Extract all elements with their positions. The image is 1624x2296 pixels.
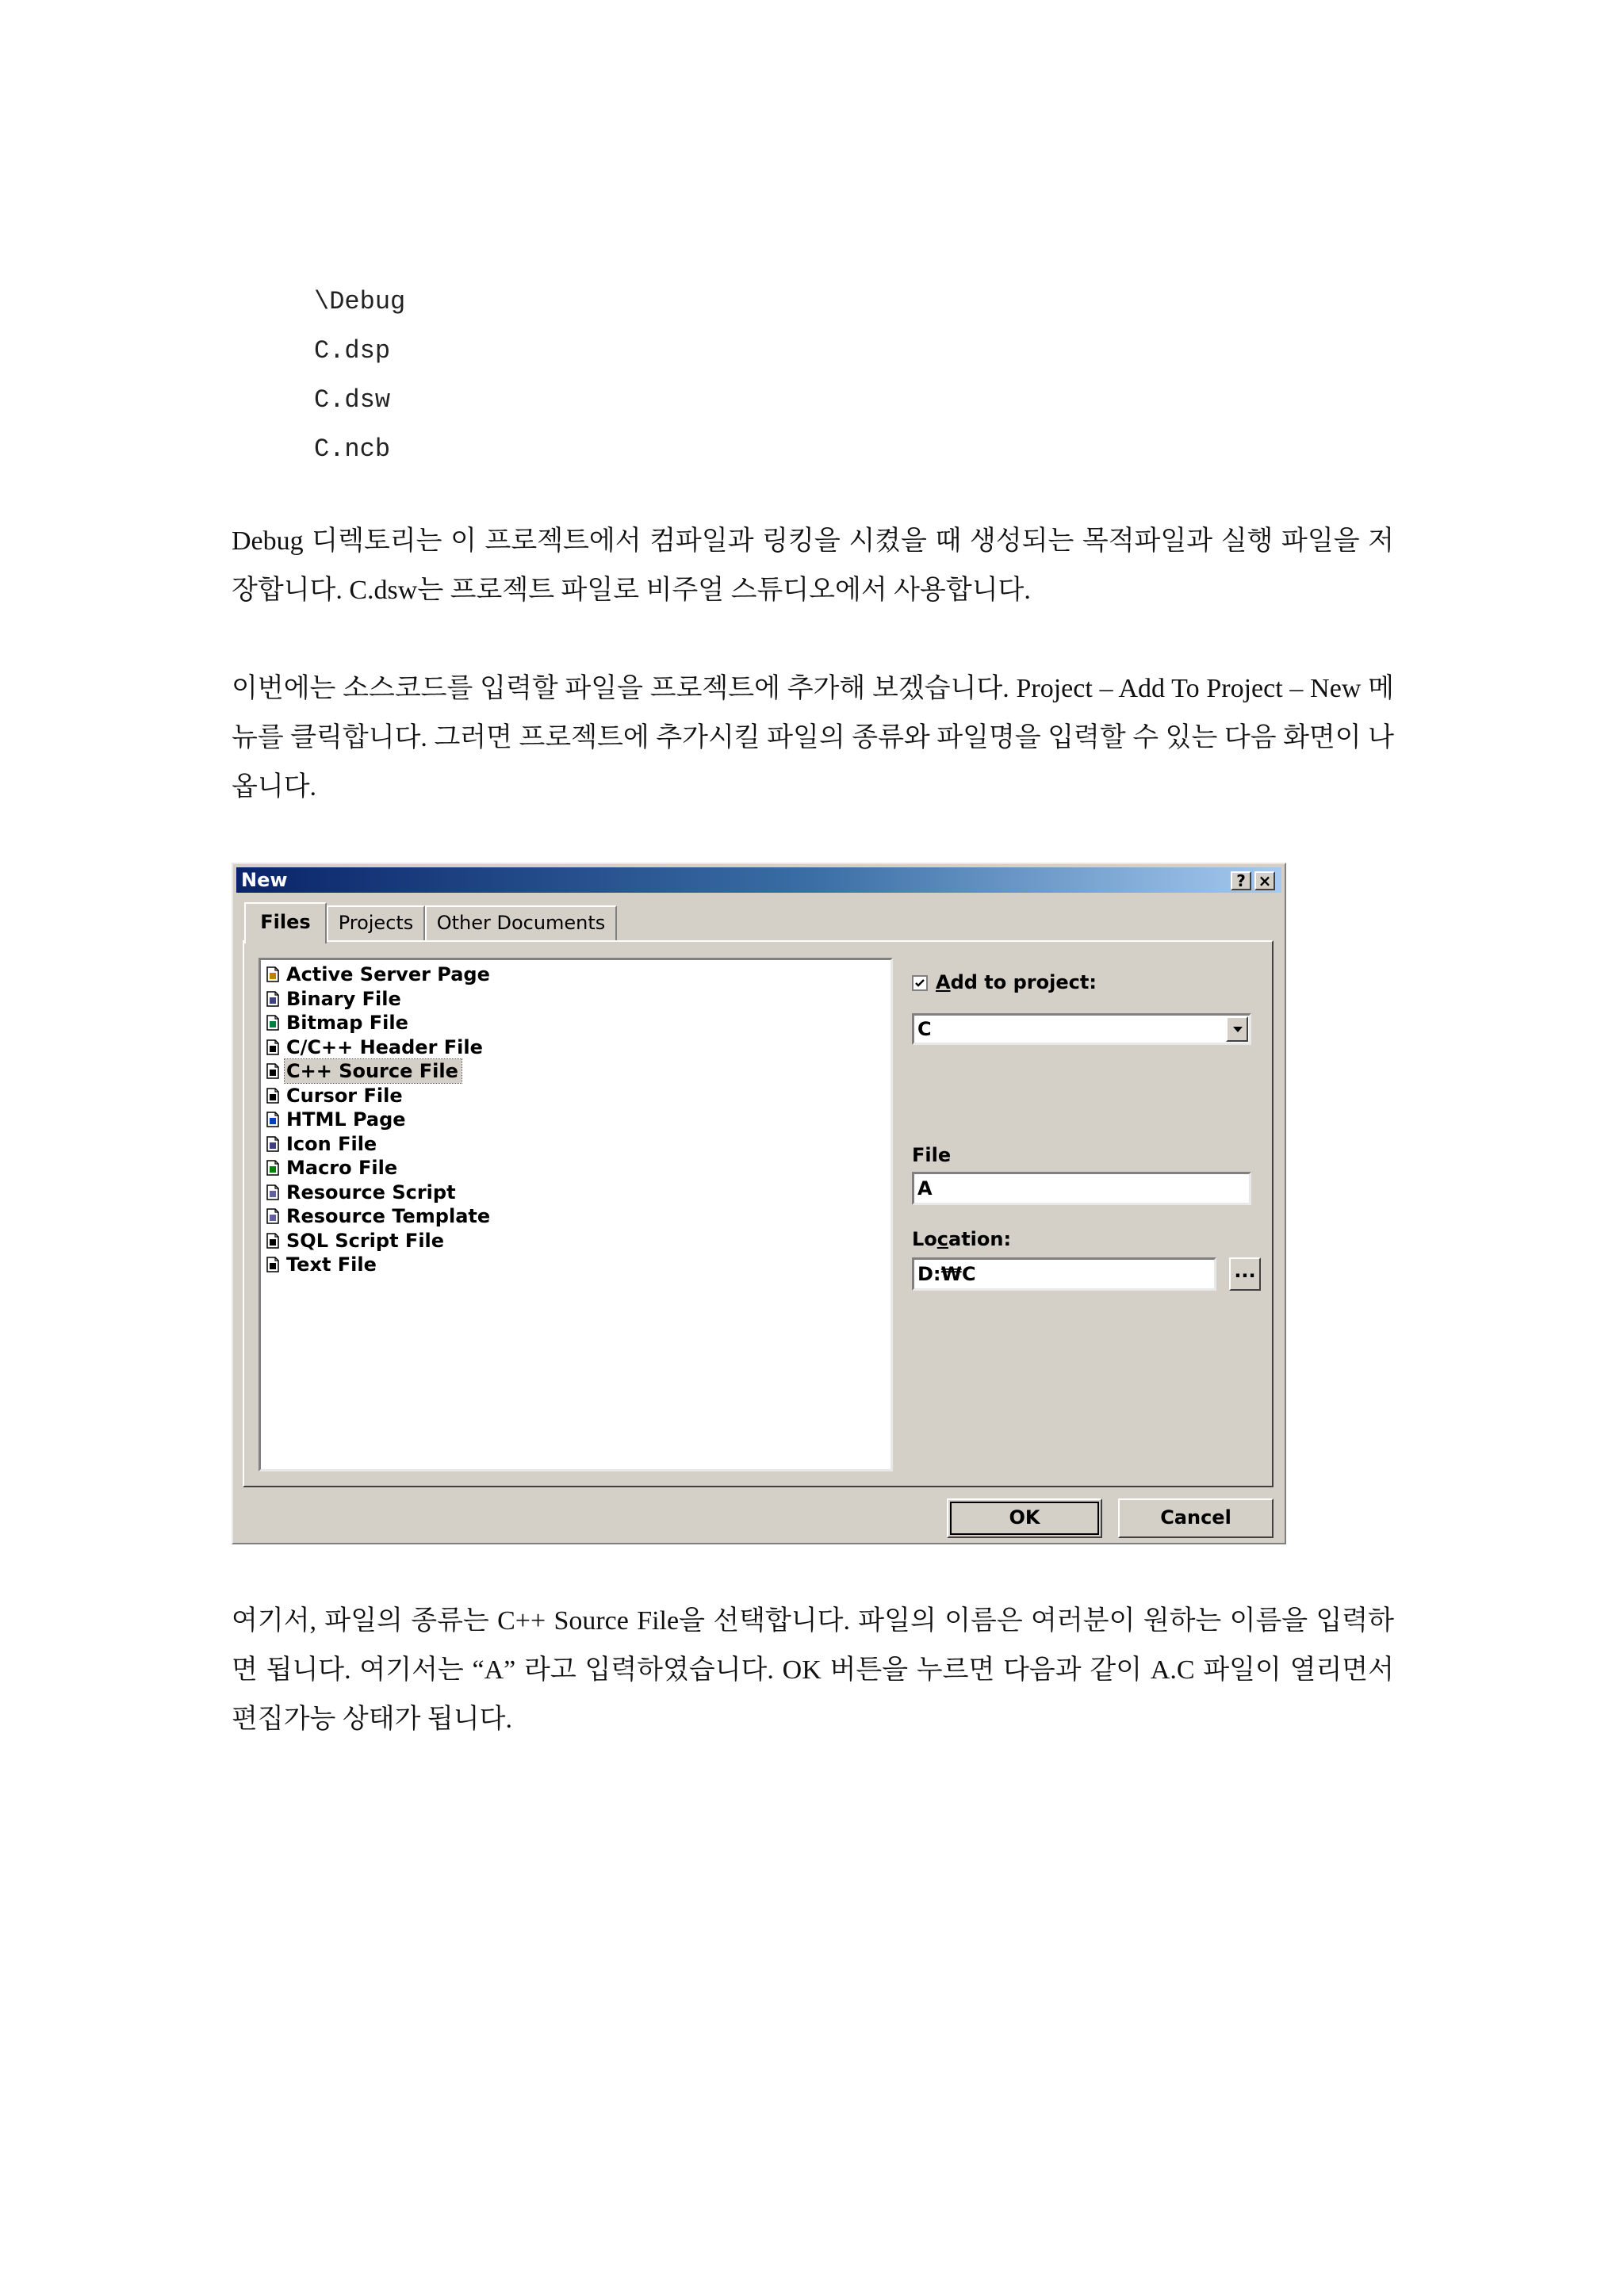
sql-icon	[264, 1232, 282, 1249]
files-tab-panel	[243, 940, 1274, 1487]
header-icon	[264, 1039, 282, 1056]
list-item-label: Icon File	[286, 1132, 377, 1155]
file-name-label: File	[912, 1144, 952, 1166]
paragraph-select-source-file: 여기서, 파일의 종류는 C++ Source File을 선택합니다. 파일의 이름은 여러분이 원하는 이름을 입력하면 됩니다. 여기서는 “A” 라고 입력하였습니다. OK 버튼을 누르면 다음과 같이 A.C 파일이 열리면서 편집가능 상태가 됩니다.	[232, 1606, 1394, 1734]
text-file-icon	[264, 1256, 282, 1273]
list-item-label: Resource Template	[286, 1205, 491, 1227]
resource-script-icon	[264, 1184, 282, 1201]
tab-files[interactable]: Files	[244, 902, 327, 943]
paragraph-debug-directory: Debug 디렉토리는 이 프로젝트에서 컴파일과 링킹을 시켰을 때 생성되는 목적파일과 실행 파일을 저장합니다. C.dsw는 프로젝트 파일로 비주얼 스튜디오에서 사용합니다.	[232, 526, 1394, 605]
project-combobox-value: C	[917, 1018, 932, 1040]
code-line: C.dsp	[314, 336, 391, 365]
list-item[interactable]	[261, 962, 891, 986]
code-block	[314, 277, 405, 474]
list-item-label: Cursor File	[286, 1084, 403, 1107]
list-item[interactable]	[261, 1252, 891, 1276]
cancel-button[interactable]: Cancel	[1118, 1498, 1274, 1538]
list-item[interactable]	[261, 1083, 891, 1108]
list-item[interactable]	[261, 1010, 891, 1035]
list-item-label: C/C++ Header File	[286, 1035, 483, 1058]
list-item-label: Active Server Page	[286, 963, 490, 985]
bitmap-icon	[264, 1014, 282, 1031]
resource-template-icon	[264, 1207, 282, 1225]
list-item-label: Text File	[286, 1253, 377, 1276]
file-type-list[interactable]	[259, 958, 893, 1471]
list-item[interactable]	[261, 1228, 891, 1253]
list-item[interactable]	[261, 1107, 891, 1131]
list-item-label: Resource Script	[286, 1181, 456, 1203]
dialog-titlebar	[236, 867, 1281, 893]
html-icon	[264, 1111, 282, 1128]
list-item-label: SQL Script File	[286, 1229, 445, 1252]
list-item[interactable]	[261, 1058, 891, 1083]
list-item-label: Macro File	[286, 1157, 398, 1179]
help-button[interactable]: ?	[1231, 871, 1251, 890]
location-label-end: ation:	[948, 1228, 1012, 1250]
list-item-label: HTML Page	[286, 1108, 406, 1131]
paragraph-add-to-project: 이번에는 소스코드를 입력할 파일을 프로젝트에 추가해 보겠습니다. Project – Add To Project – New 메뉴를 클릭합니다. 그러면 프로젝트에 추가시킬 파일의 종류와 파일명을 입력할 수 있는 다음 화면이 나옵니다.	[232, 674, 1394, 802]
checkmark-icon	[914, 978, 925, 989]
location-label-start: Lo	[912, 1228, 937, 1250]
chevron-down-icon[interactable]	[1226, 1016, 1248, 1042]
add-to-project-label: dd to project:	[950, 971, 1097, 993]
tab-projects[interactable]: Projects	[327, 905, 425, 940]
code-line: \Debug	[314, 287, 406, 316]
list-item[interactable]	[261, 1131, 891, 1156]
macro-icon	[264, 1159, 282, 1177]
location-input[interactable]: D:₩C	[912, 1257, 1216, 1291]
asp-icon	[264, 966, 282, 983]
add-to-project-checkbox[interactable]	[912, 975, 928, 991]
location-label	[912, 1227, 1011, 1251]
dialog-title: New	[241, 869, 288, 891]
binary-icon	[264, 990, 282, 1008]
list-item[interactable]	[261, 1203, 891, 1228]
location-label-mnemonic: c	[936, 1228, 949, 1250]
file-name-input[interactable]: A	[912, 1172, 1251, 1205]
add-to-project-mnemonic: A	[936, 971, 951, 993]
list-item-label: Bitmap File	[286, 1012, 408, 1034]
ok-button[interactable]: OK	[947, 1498, 1102, 1538]
project-combobox[interactable]	[912, 1013, 1251, 1045]
add-to-project-row[interactable]	[912, 970, 1097, 994]
tab-other-documents[interactable]: Other Documents	[425, 905, 617, 940]
new-dialog-screenshot	[232, 863, 1286, 1544]
list-item[interactable]	[261, 1035, 891, 1059]
cursor-icon	[264, 1087, 282, 1104]
list-item-label: C++ Source File	[285, 1059, 462, 1083]
list-item[interactable]	[261, 1180, 891, 1204]
browse-button[interactable]: ...	[1229, 1257, 1261, 1291]
list-item[interactable]	[261, 1155, 891, 1180]
list-item-label: Binary File	[286, 987, 401, 1010]
list-item[interactable]	[261, 986, 891, 1011]
code-line: C.dsw	[314, 385, 391, 415]
source-icon	[264, 1062, 282, 1080]
close-button[interactable]: ×	[1254, 871, 1275, 890]
code-line: C.ncb	[314, 434, 391, 464]
icon-file-icon	[264, 1135, 282, 1153]
